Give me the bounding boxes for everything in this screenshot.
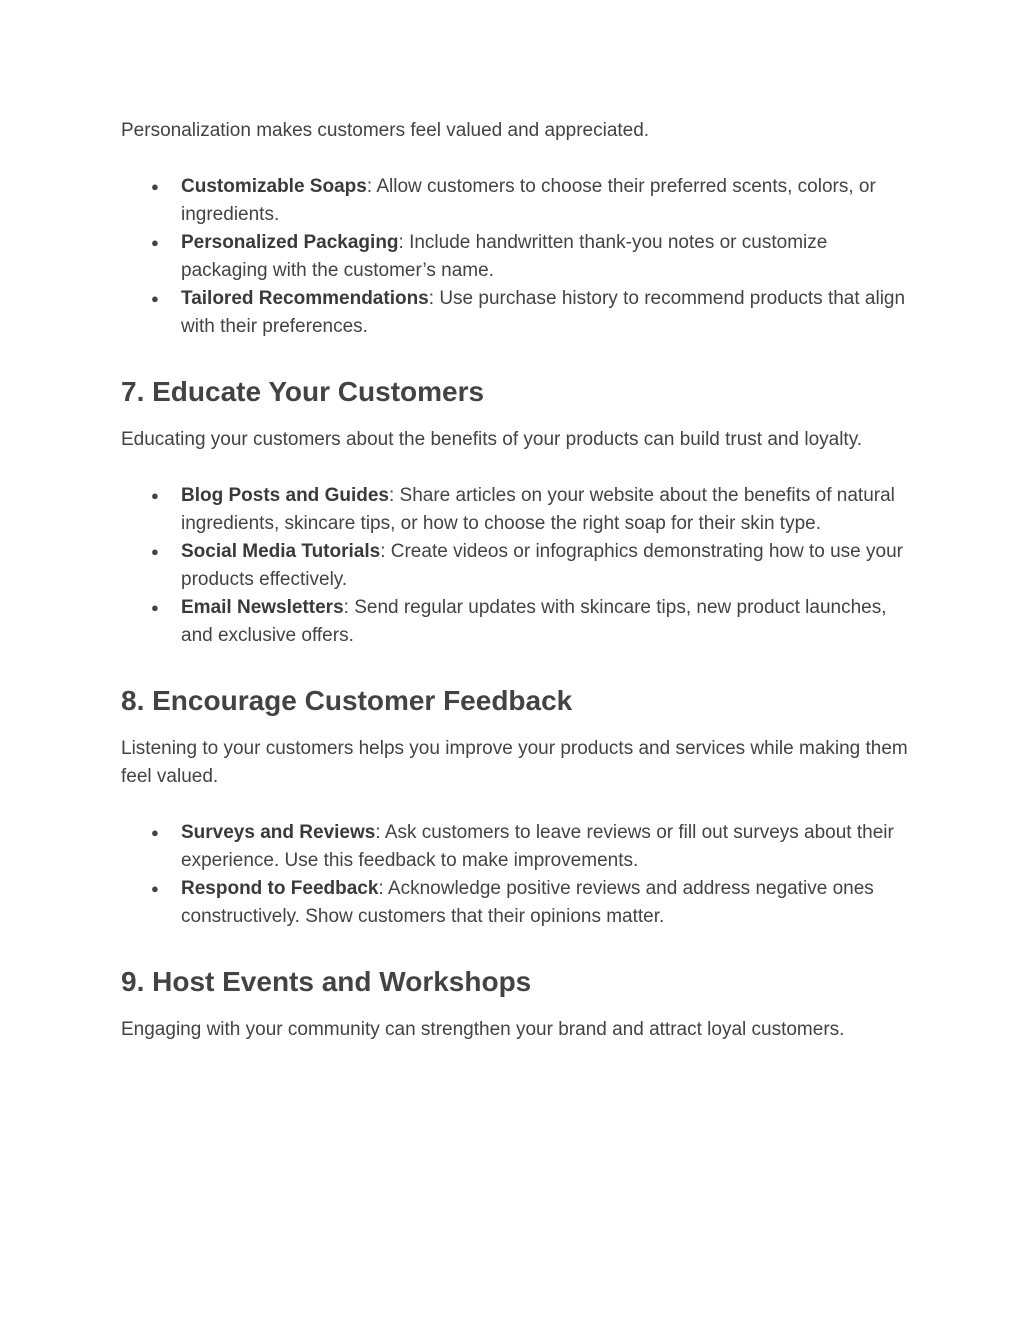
list-item-text: : Share articles on your website about the benefits of natural ingredients, skincare tips, or how to choose the right soap for their skin type.	[181, 485, 895, 534]
section-heading-9: 9. Host Events and Workshops	[121, 966, 532, 997]
list-item-text: : Include handwritten thank-you notes or customize packaging with the customer’s name.	[181, 232, 828, 281]
list-item	[151, 538, 911, 594]
list-item-term: Customizable Soaps	[181, 176, 367, 197]
list-item-text: : Send regular updates with skincare tips, new product launches, and exclusive offers.	[181, 597, 887, 646]
list-item-term: Surveys and Reviews	[181, 822, 376, 843]
list-item-term: Personalized Packaging	[181, 232, 399, 253]
bullet-icon: ●	[151, 179, 159, 194]
document-page	[121, 117, 911, 1044]
list-item-text: : Create videos or infographics demonstrating how to use your products effectively.	[181, 541, 903, 590]
list-item-term: Respond to Feedback	[181, 878, 379, 899]
list-item	[151, 229, 911, 285]
list-item-text: : Ask customers to leave reviews or fill out surveys about their experience. Use this feedback to make improvements.	[181, 822, 894, 871]
list-item	[151, 173, 911, 229]
section-heading-7: 7. Educate Your Customers	[121, 376, 485, 407]
list-item-term: Blog Posts and Guides	[181, 485, 389, 506]
list-item	[151, 819, 911, 875]
section-8-list	[121, 819, 911, 931]
section-8-paragraph: Listening to your customers helps you improve your products and services while making them feel valued.	[121, 738, 908, 787]
list-item-text: : Use purchase history to recommend products that align with their preferences.	[181, 288, 906, 337]
personalization-list	[121, 173, 911, 341]
section-heading-8: 8. Encourage Customer Feedback	[121, 685, 573, 716]
list-item-text: : Allow customers to choose their preferred scents, colors, or ingredients.	[181, 176, 876, 225]
list-item	[151, 482, 911, 538]
list-item-term: Social Media Tutorials	[181, 541, 381, 562]
bullet-icon: ●	[151, 600, 159, 615]
list-item	[151, 875, 911, 931]
list-item	[151, 285, 911, 341]
list-item-text: : Acknowledge positive reviews and address negative ones constructively. Show customers that their opinions matter.	[181, 878, 874, 927]
section-7-paragraph: Educating your customers about the benefits of your products can build trust and loyalty.	[121, 429, 863, 450]
bullet-icon: ●	[151, 235, 159, 250]
bullet-icon: ●	[151, 291, 159, 306]
bullet-icon: ●	[151, 825, 159, 840]
bullet-icon: ●	[151, 488, 159, 503]
list-item	[151, 594, 911, 650]
list-item-term: Email Newsletters	[181, 597, 344, 618]
bullet-icon: ●	[151, 881, 159, 896]
section-7-list	[121, 482, 911, 650]
intro-paragraph: Personalization makes customers feel valued and appreciated.	[121, 120, 650, 141]
bullet-icon: ●	[151, 544, 159, 559]
list-item-term: Tailored Recommendations	[181, 288, 429, 309]
section-9-paragraph: Engaging with your community can strengthen your brand and attract loyal customers.	[121, 1019, 845, 1040]
